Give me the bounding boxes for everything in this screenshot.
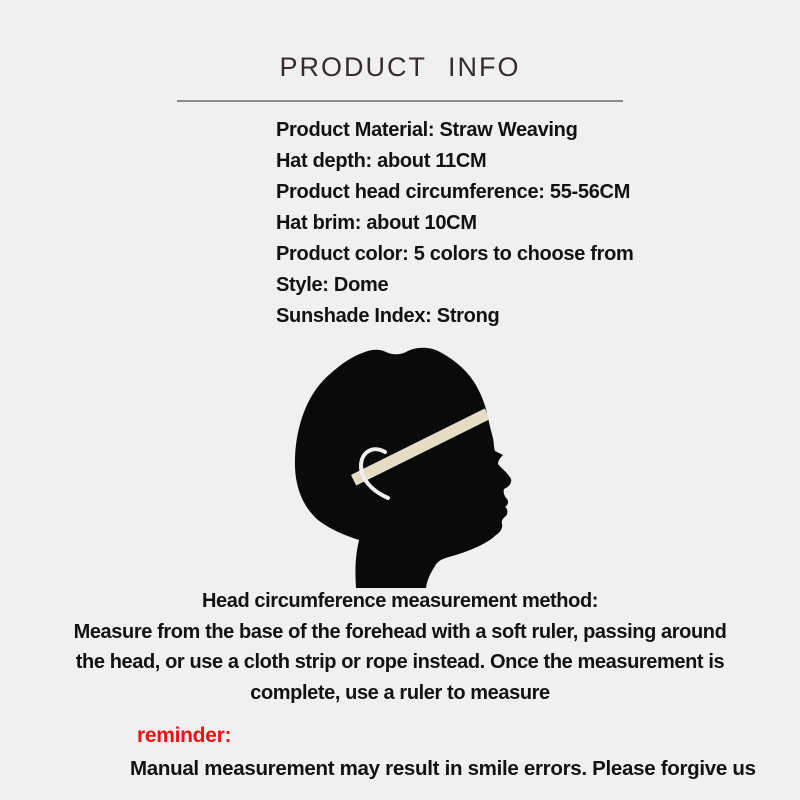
spec-line-material: Product Material: Straw Weaving xyxy=(276,119,578,141)
spec-line-head-circumference: Product head circumference: 55-56CM xyxy=(276,181,631,203)
measuring-tape xyxy=(352,409,490,485)
spec-line-hat-brim: Hat brim: about 10CM xyxy=(276,212,477,234)
title-divider xyxy=(177,100,623,102)
reminder-text: Manual measurement may result in smile errors. Please forgive us xyxy=(130,757,756,780)
measurement-instructions xyxy=(0,586,800,708)
spec-line-style: Style: Dome xyxy=(276,274,389,296)
spec-line-hat-depth: Hat depth: about 11CM xyxy=(276,150,487,172)
ear-outline-icon xyxy=(361,449,388,498)
head-silhouette xyxy=(295,348,511,588)
measurement-line: complete, use a ruler to measure xyxy=(250,681,550,704)
spec-line-color: Product color: 5 colors to choose from xyxy=(276,243,634,265)
measurement-heading: Head circumference measurement method: xyxy=(201,590,599,612)
measurement-line: the head, or use a cloth strip or rope instead. Once the measurement is xyxy=(75,651,725,673)
measurement-line: Measure from the base of the forehead with a soft ruler, passing around xyxy=(73,620,727,643)
reminder-section xyxy=(130,723,756,782)
page-title: PRODUCT INFO xyxy=(279,52,521,82)
spec-line-sunshade: Sunshade Index: Strong xyxy=(276,305,500,327)
reminder-label: reminder: xyxy=(137,724,232,747)
product-spec-list xyxy=(276,115,634,332)
